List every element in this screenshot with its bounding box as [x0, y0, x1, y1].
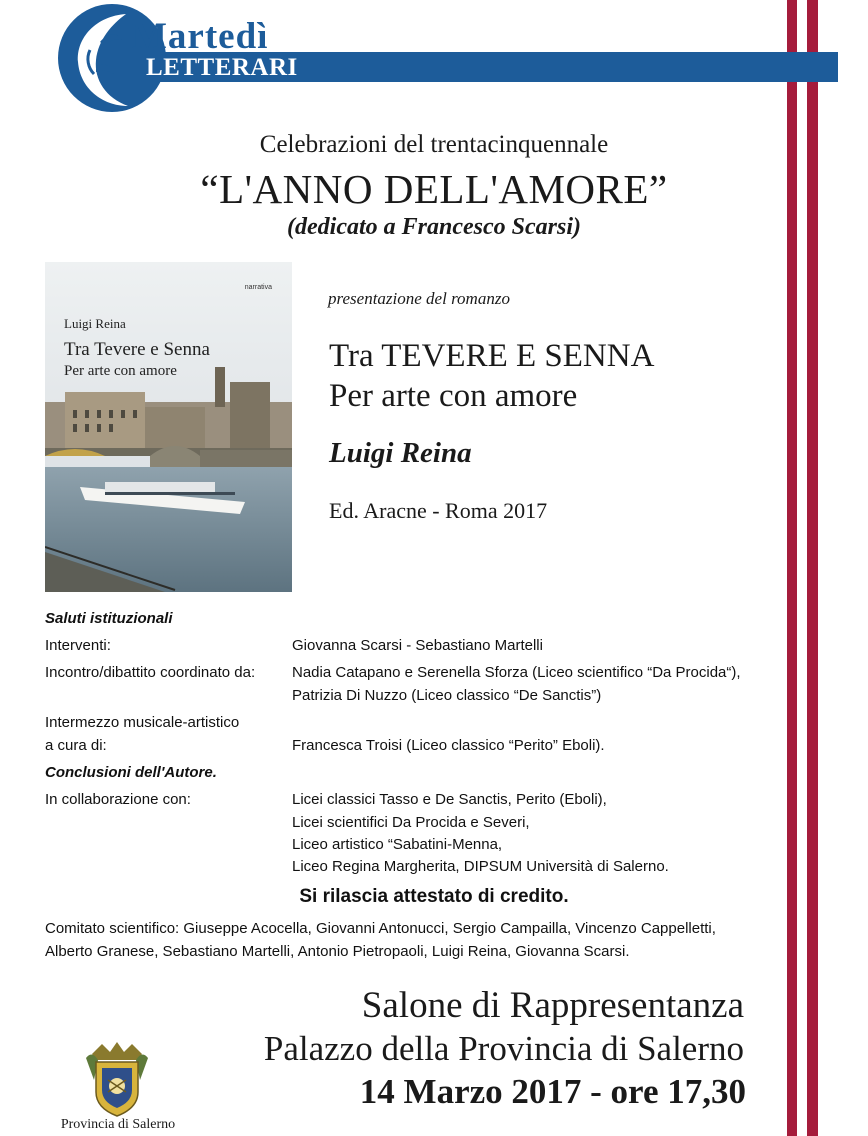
incontro-label: Incontro/dibattito coordinato da:: [45, 664, 256, 681]
cover-subtitle: Per arte con amore: [64, 363, 177, 379]
cover-title: Tra Tevere e Senna: [64, 339, 210, 360]
intermezzo-label-2: a cura di:: [45, 737, 107, 754]
logo-subtitle: LETTERARI: [146, 54, 298, 81]
book-cover-image: [45, 262, 292, 592]
interventi-value: Giovanna Scarsi - Sebastiano Martelli: [292, 637, 543, 654]
collab-line-4: Liceo Regina Margherita, DIPSUM Università di Salerno.: [292, 858, 669, 875]
book-edition: Ed. Aracne - Roma 2017: [329, 498, 548, 523]
collab-line-3: Liceo artistico “Sabatini-Menna,: [292, 836, 503, 853]
event-theme-title: “L'ANNO DELL'AMORE”: [200, 166, 668, 212]
event-datetime: 14 Marzo 2017 - ore 17,30: [359, 1072, 746, 1111]
collab-line-2: Licei scientifici Da Procida e Severi,: [292, 814, 530, 831]
incontro-value-1: Nadia Catapano e Serenella Sforza (Liceo scientifico “Da Procida“),: [292, 664, 741, 681]
book-title-line1: Tra TEVERE E SENNA: [329, 338, 655, 374]
collab-label: In collaborazione con:: [45, 791, 191, 808]
saluti-heading: Saluti istituzionali: [45, 610, 173, 627]
venue-hall: Salone di Rappresentanza: [361, 985, 744, 1026]
venue-palace: Palazzo della Provincia di Salerno: [263, 1029, 744, 1068]
conclusioni-heading: Conclusioni dell'Autore.: [45, 764, 217, 781]
logo-title: Martedì: [132, 16, 269, 57]
book-title-line2: Per arte con amore: [329, 378, 578, 414]
interventi-label: Interventi:: [45, 637, 111, 654]
crest-label: Provincia di Salerno: [60, 1117, 176, 1132]
intermezzo-label-1: Intermezzo musicale-artistico: [45, 714, 240, 731]
comitato-line-1: Comitato scientifico: Giuseppe Acocella, Giovanni Antonucci, Sergio Campailla, Vincenzo Cappelletti,: [45, 920, 716, 937]
comitato-line-2: Alberto Granese, Sebastiano Martelli, Antonio Pietropaoli, Luigi Reina, Giovanna Scarsi.: [45, 943, 630, 960]
dedication-line: (dedicato a Francesco Scarsi): [287, 214, 581, 240]
provincia-crest-icon: [82, 1040, 152, 1118]
intermezzo-value: Francesca Troisi (Liceo classico “Perito” Eboli).: [292, 737, 605, 754]
collab-line-1: Licei classici Tasso e De Sanctis, Perito (Eboli),: [292, 791, 607, 808]
celebration-line: Celebrazioni del trentacinquennale: [259, 131, 609, 158]
presentation-label: presentazione del romanzo: [328, 289, 510, 308]
cover-author: Luigi Reina: [64, 316, 126, 331]
book-author: Luigi Reina: [329, 437, 472, 469]
publisher-mark: narrativa: [244, 284, 272, 291]
incontro-value-2: Patrizia Di Nuzzo (Liceo classico “De Sanctis”): [292, 687, 602, 704]
credit-notice: Si rilascia attestato di credito.: [299, 886, 569, 907]
